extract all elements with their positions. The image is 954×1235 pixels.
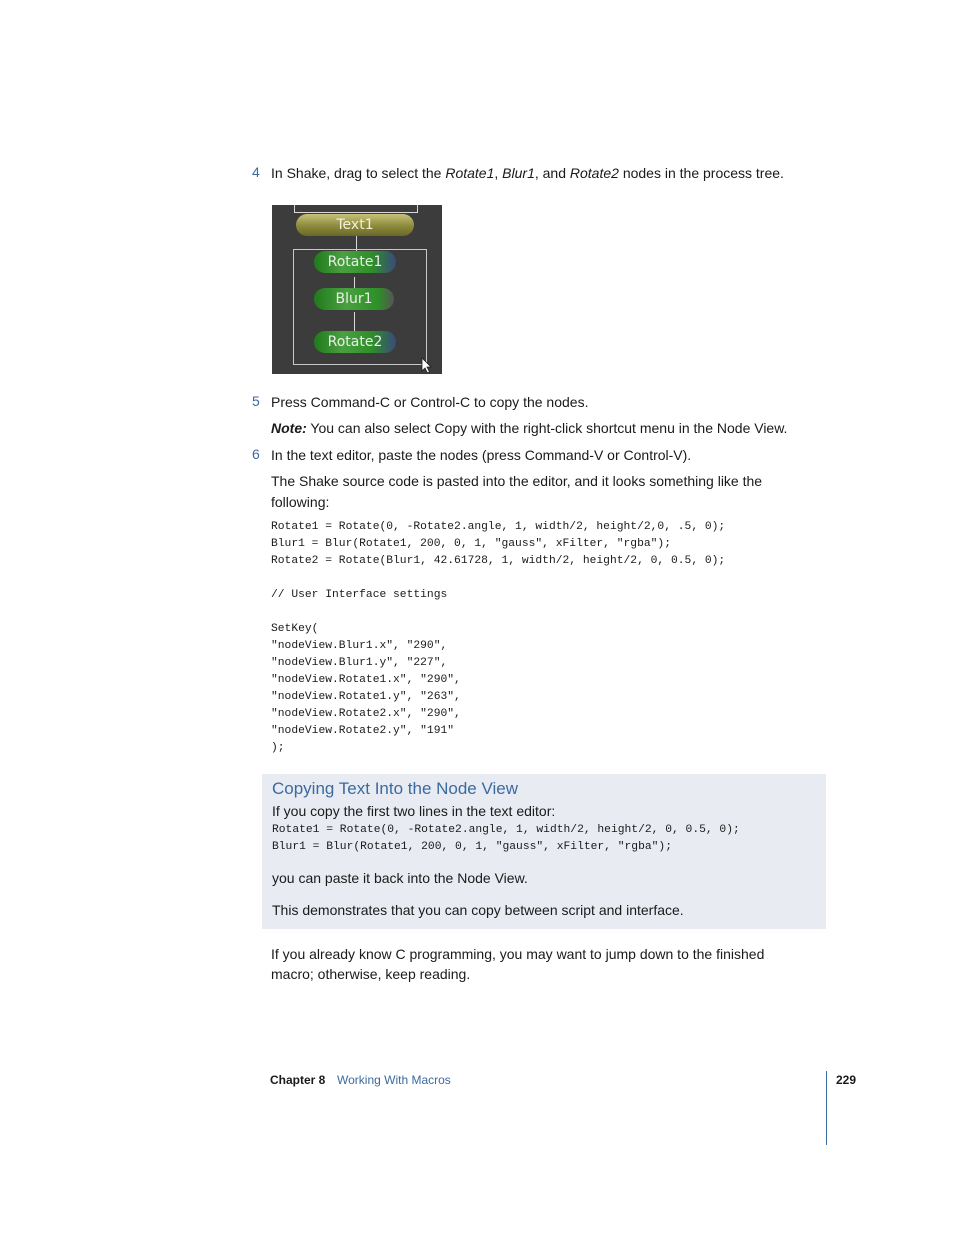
node-text1[interactable]: Text1: [296, 214, 414, 236]
footer-chapter-title: Working With Macros: [337, 1073, 451, 1087]
footer-chapter: Chapter 8: [270, 1073, 326, 1087]
note-label: Note:: [271, 420, 307, 436]
node-view-screenshot: [272, 205, 442, 374]
step-4-pre: In Shake, drag to select the: [271, 165, 446, 181]
page-number: 229: [836, 1073, 857, 1087]
note-box-code: [272, 822, 740, 856]
note-text: You can also select Copy with the right-click shortcut menu in the Node View.: [306, 420, 788, 436]
code-block: [271, 519, 725, 757]
mouse-cursor-icon: [420, 357, 434, 374]
code-line: "nodeView.Rotate2.y", "191": [271, 725, 455, 737]
code-line: "nodeView.Rotate1.y", "263",: [271, 691, 461, 703]
code-line: "nodeView.Blur1.y", "227",: [271, 657, 448, 669]
step-number-6: 6: [252, 446, 260, 462]
code-line: "nodeView.Blur1.x", "290",: [271, 640, 448, 652]
step-number-5: 5: [252, 393, 260, 409]
step-6-followup-line1: The Shake source code is pasted into the editor, and it looks something like the: [271, 473, 763, 489]
code-line: "nodeView.Rotate1.x", "290",: [271, 674, 461, 686]
note-box-intro: If you copy the first two lines in the text editor:: [272, 803, 556, 819]
step-4-node-blur1: Blur1: [502, 165, 535, 181]
step-4-sep2: , and: [534, 165, 570, 181]
step-4-node-rotate2: Rotate2: [569, 165, 619, 181]
parent-node-frame: [294, 205, 418, 213]
step-4-node-rotate1: Rotate1: [445, 165, 495, 181]
code-line: "nodeView.Rotate2.x", "290",: [271, 708, 461, 720]
code-line: Blur1 = Blur(Rotate1, 200, 0, 1, "gauss", xFilter, "rgba");: [271, 538, 671, 550]
note-box-para1: you can paste it back into the Node View.: [272, 870, 528, 886]
step-6-followup-line2: following:: [271, 494, 330, 510]
closing-line1: If you already know C programming, you may want to jump down to the finished: [271, 946, 765, 962]
code-line: Rotate1 = Rotate(0, -Rotate2.angle, 1, width/2, height/2,0, .5, 0);: [271, 521, 726, 533]
step-number-4: 4: [252, 164, 260, 180]
code-line: [271, 604, 725, 621]
node-rotate1[interactable]: Rotate1: [314, 251, 396, 273]
node-blur1[interactable]: Blur1: [314, 288, 394, 310]
note-box-para2: This demonstrates that you can copy between script and interface.: [272, 902, 684, 918]
step-4-text: [271, 163, 784, 183]
closing-line2: macro; otherwise, keep reading.: [271, 966, 471, 982]
step-4-post: nodes in the process tree.: [618, 165, 784, 181]
note-box-code-line: Rotate1 = Rotate(0, -Rotate2.angle, 1, width/2, height/2, 0, 0.5, 0);: [272, 824, 740, 836]
note-box-title: Copying Text Into the Node View: [272, 779, 519, 798]
code-line: // User Interface settings: [271, 589, 448, 601]
footer-rule: [826, 1071, 827, 1145]
step-5-text: Press Command-C or Control-C to copy the nodes.: [271, 394, 589, 410]
note-box-code-line: Blur1 = Blur(Rotate1, 200, 0, 1, "gauss", xFilter, "rgba");: [272, 841, 672, 853]
code-line: );: [271, 742, 285, 754]
code-line: SetKey(: [271, 623, 319, 635]
code-line: Rotate2 = Rotate(Blur1, 42.61728, 1, width/2, height/2, 0, 0.5, 0);: [271, 555, 726, 567]
step-6-text: In the text editor, paste the nodes (press Command-V or Control-V).: [271, 447, 692, 463]
note-line: [271, 418, 787, 438]
code-line: [271, 570, 725, 587]
node-rotate2[interactable]: Rotate2: [314, 331, 396, 353]
step-4-sep1: ,: [494, 165, 503, 181]
